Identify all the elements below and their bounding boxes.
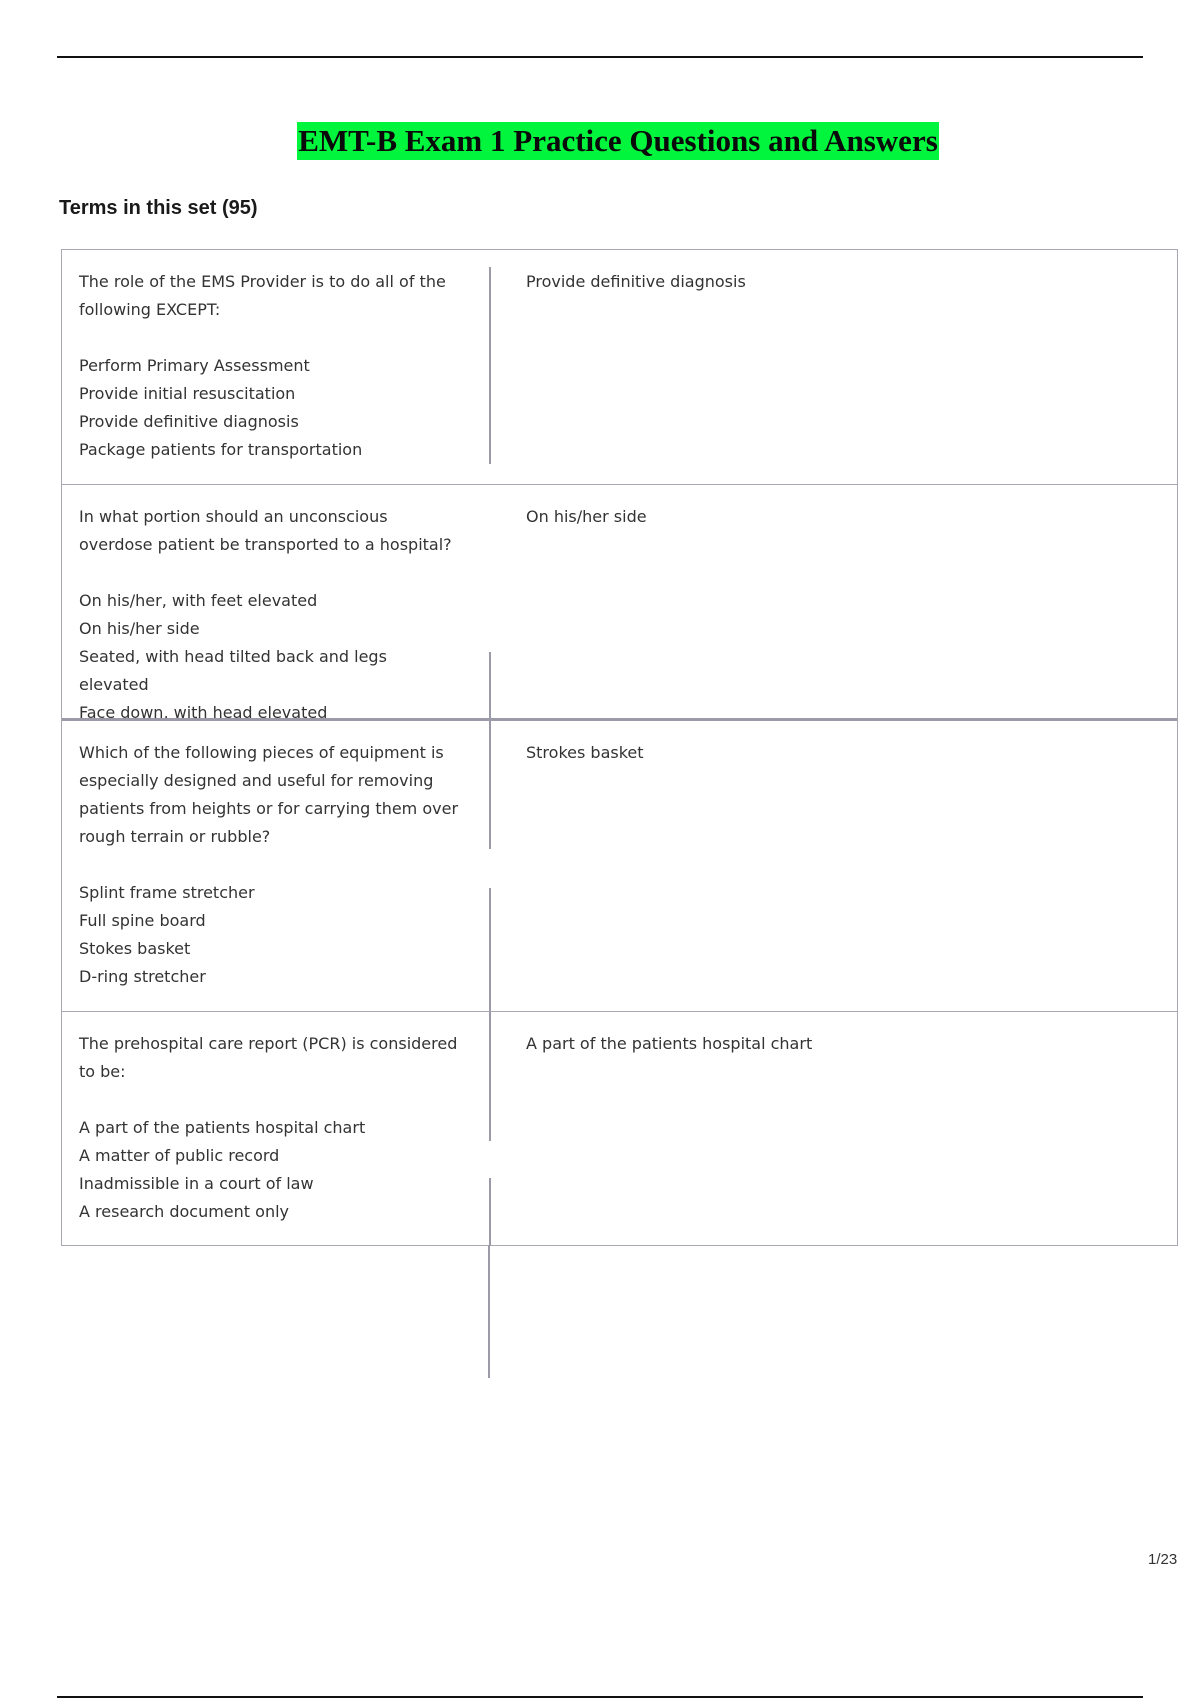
option-text: Provide definitive diagnosis [79, 412, 299, 431]
option-text: Provide initial resuscitation [79, 384, 296, 403]
option-text: On his/her, with feet elevated [79, 591, 318, 610]
column-divider [489, 1178, 491, 1246]
column-divider [489, 1012, 491, 1141]
term-cell [79, 268, 459, 464]
option-text: A part of the patients hospital chart [79, 1118, 366, 1137]
answer-text: A part of the patients hospital chart [526, 1034, 813, 1053]
option-text: Splint frame stretcher [79, 883, 255, 902]
question-text: The role of the EMS Provider is to do all of the following EXCEPT: [79, 272, 446, 319]
option-text: Full spine board [79, 911, 206, 930]
answer-text: Provide definitive diagnosis [526, 272, 746, 291]
column-divider [489, 721, 491, 849]
flashcard-table [61, 249, 1178, 1246]
document-title: EMT-B Exam 1 Practice Questions and Answers [298, 123, 938, 158]
question-text: Which of the following pieces of equipment is especially designed and useful for removing patients from heights or for carrying them over rough terrain or rubble? [79, 743, 459, 846]
column-divider [489, 267, 491, 464]
option-text: On his/her side [79, 619, 200, 638]
flashcard-row [62, 718, 1177, 1011]
option-text: D-ring stretcher [79, 967, 206, 986]
question-text: The prehospital care report (PCR) is considered to be: [79, 1034, 458, 1081]
title-container [0, 122, 1200, 160]
option-text: Perform Primary Assessment [79, 356, 310, 375]
option-text: Inadmissible in a court of law [79, 1174, 314, 1193]
flashcard-row [62, 250, 1177, 484]
question-text: In what portion should an unconscious overdose patient be transported to a hospital? [79, 507, 452, 554]
flashcard-row [62, 484, 1177, 722]
option-text: A research document only [79, 1202, 289, 1221]
column-divider [489, 888, 491, 1014]
option-text: A matter of public record [79, 1146, 280, 1165]
top-rule [57, 56, 1143, 58]
option-text: Face down, with head elevated [79, 703, 328, 722]
term-cell [79, 1030, 459, 1226]
term-cell [79, 739, 459, 991]
option-text: Package patients for transportation [79, 440, 363, 459]
column-divider [489, 652, 491, 719]
answer-text: On his/her side [526, 507, 647, 526]
set-count-label: Terms in this set (95) [59, 197, 258, 219]
column-divider-trailing [488, 1245, 490, 1378]
page-number: 1/23 [1148, 1551, 1178, 1568]
bottom-rule [57, 1696, 1143, 1698]
option-text: Stokes basket [79, 939, 191, 958]
flashcard-row [62, 1011, 1177, 1245]
term-cell [79, 503, 459, 727]
answer-text: Strokes basket [526, 743, 644, 762]
option-text: Seated, with head tilted back and legs elevated [79, 647, 387, 694]
